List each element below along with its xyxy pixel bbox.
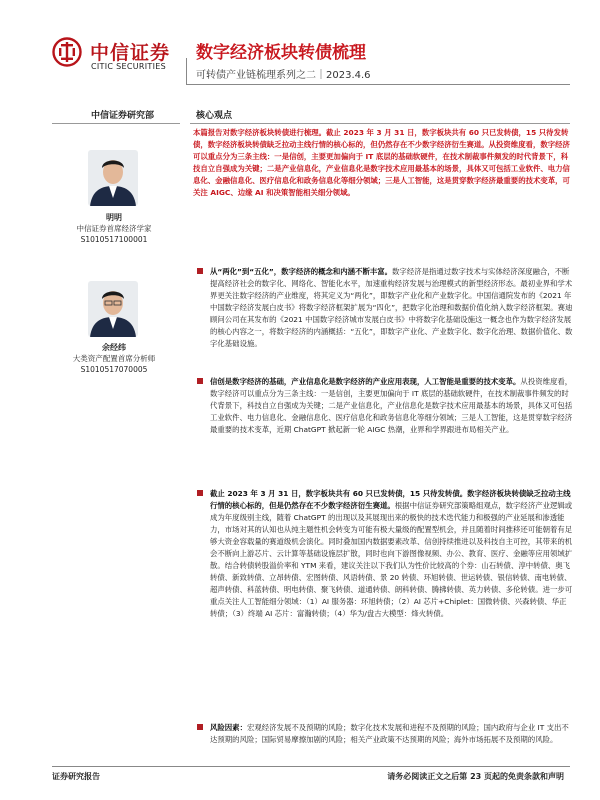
summary-paragraph: 本篇报告对数字经济板块转债进行梳理。截止 2023 年 3 月 31 日，数字板块共有 60 只已发转债，15 只待发转债，数字经济板块转债缺乏拉动主线行情的核心标的，但仍然存在不少数字经济衍生赛道。从投资维度看，数字经济可以重点分为三条主线：一是信创，主要更加偏向于 IT 底层的基础软硬件，在技术制裁事件频发的时代背景下，科技自立自强成为关键；二是产业信息化，产业信息化是数字技术应用最基本的场景，具体又可包括工业软件、电力信息化、金融信息化、医疗信息化和政务信息化等细分领域；三是人工智能，这是贯穿数字经济最重要的技术变革，可关注 AIGC、边缘 AI 和决策智能相关细分领域。 (193, 128, 570, 197)
main-heading-rule (190, 123, 570, 124)
sidebar-heading: 中信证券研究部 (91, 111, 155, 121)
header-divider (186, 58, 187, 84)
bullet-item (196, 376, 573, 436)
analyst-title: 大类资产配置首席分析师 (72, 354, 156, 363)
bullet-lead: 从“两化”到“五化”，数字经济的概念和内涵不断丰富。 (210, 267, 393, 276)
bullet-item (196, 722, 573, 746)
bullet-square-icon (197, 724, 203, 730)
analyst-id: S1010517070005 (80, 365, 148, 374)
analyst-photo-icon (88, 150, 138, 206)
analyst-photo-icon (88, 281, 138, 337)
bullet-text: 数字经济是指通过数字技术与实体经济深度融合，不断提高经济社会的数字化、网络化、智能化水平，加速重构经济发展与治理模式的新型经济形态。最初业界和学术界更关注数字经济的产业维度，将其定义为“两化”，即数字产业化和产业数字化。中国信通院发布的《2021 年中国数字经济发展白皮书》将数字经济框架扩展为“四化”，把数字化治理和数据价值化纳入数字经济框架。赛迪顾问公司在其发布的《2021 中国数字经济城市发展白皮书》中将数字化基础设施这一概念也作为数字经济发展的核心内容之一，将数字经济的内涵概括：“五化”，即数字产业化、产业数字化、数字化治理、数据价值化、数字化基础设施。 (210, 267, 573, 348)
analyst-id: S1010517100001 (80, 235, 148, 244)
bullet-item (196, 266, 573, 350)
analyst-title: 中信证券首席经济学家 (76, 224, 152, 233)
bullet-square-icon (197, 268, 203, 274)
report-title: 数字经济板块转债梳理 (196, 43, 366, 63)
report-subtitle: 可转债产业链梳理系列之二｜2023.4.6 (196, 70, 371, 81)
bullet-lead: 截止 2023 年 3 月 31 日，数字板块共有 60 只已发转债，15 只待发转债。数字经济板块转债缺乏拉动主线行情的核心标的，但是仍然存在不少数字经济衍生赛道。 (210, 489, 571, 510)
bullet-lead: 风险因素： (210, 723, 247, 732)
bullet-square-icon (197, 490, 203, 496)
citic-logo-icon (52, 37, 82, 67)
analyst-name: 明明 (106, 213, 122, 222)
logo-text-en: CITIC SECURITIES (91, 62, 166, 71)
analyst-card (54, 342, 174, 375)
sidebar-heading-rule (52, 123, 180, 124)
bullet-text: 宏观经济发展不及预期的风险；数字化技术发展和进程不及预期的风险；国内政府与企业 IT 支出不达预期的风险；国际贸易摩擦加剧的风险；相关产业政策不达预期的风险；海外市场拓展不及预期的风险。 (210, 723, 569, 744)
analyst-name: 余经纬 (102, 343, 126, 352)
bullet-item (196, 488, 573, 620)
footer-rule (52, 766, 570, 767)
disclaimer-notice: 请务必阅读正文之后第 23 页起的免责条款和声明 (387, 772, 564, 781)
header-rule (186, 84, 570, 85)
bullet-lead: 信创是数字经济的基础，产业信息化是数字经济的产业应用表现，人工智能是重要的技术变革。 (210, 377, 521, 386)
bullet-square-icon (197, 378, 203, 384)
analyst-card (54, 212, 174, 245)
bullet-text: 从投资维度看，数字经济可以重点分为三条主线：一是信创，主要更加偏向于 IT 底层的基础软硬件，在技术制裁事件频发的时代背景下，科技自立自强成为关键；二是产业信息化，产业信息化是数字技术应用最基本的场景，具体又可包括工业软件、电力信息化、金融信息化、医疗信息化和政务信息化等细分领域；三是人工智能，这是贯穿数字经济最重要的技术变革，近期 ChatGPT 掀起新一轮 AIGC 热潮，业界和学界跟进布局相关产业。 (210, 377, 573, 434)
logo-text-cn: 中信证券 (90, 42, 171, 64)
core-views-heading: 核心观点 (196, 111, 233, 121)
bullet-text: 根据中信证券研究部策略组观点，数字经济产业逻辑或成为年度级别主线，随着 ChatGPT 的出现以及其展现出来的极快的技术迭代能力和极强的产业延展和渗透能力，市场对其的认知也从纯主题性机会转变为可能有极大量级的配置型机会，并且随着时间推移还可能朝着有足够大资金容载量的赛道级机会演化。同时叠加国内数据要素改革、信创持续推进以及科技自主可控，其带来的机会不断向上游芯片、云计算等基础设施层扩散，同时也向下游图像视频、办公、教育、医疗、金融等应用领域扩散。结合转债转股溢价率和 YTM 来看，建议关注以下我们认为性价比较高的个券：山石转债、淳中转债、奥飞转债、新致转债、立昂转债、宏图转债、风语转债、景 20 转债、环旭转债、世运转债、银信转债、南电转债、超声转债、科蓝转债、明电转债、聚飞转债、道通转债、朗科转债、腾拂转债、英力转债、多伦转债。进一步可重点关注人工智能细分领域：（1）AI 服务器：环旭转债；（2）AI 芯片+Chiplet：国微转债、兴森转债、华正转债；（3）终端 AI 芯片：富瀚转债；（4）华为/盘古大模型：烽火转债。 (210, 501, 573, 618)
footer-label: 证券研究报告 (52, 772, 100, 781)
